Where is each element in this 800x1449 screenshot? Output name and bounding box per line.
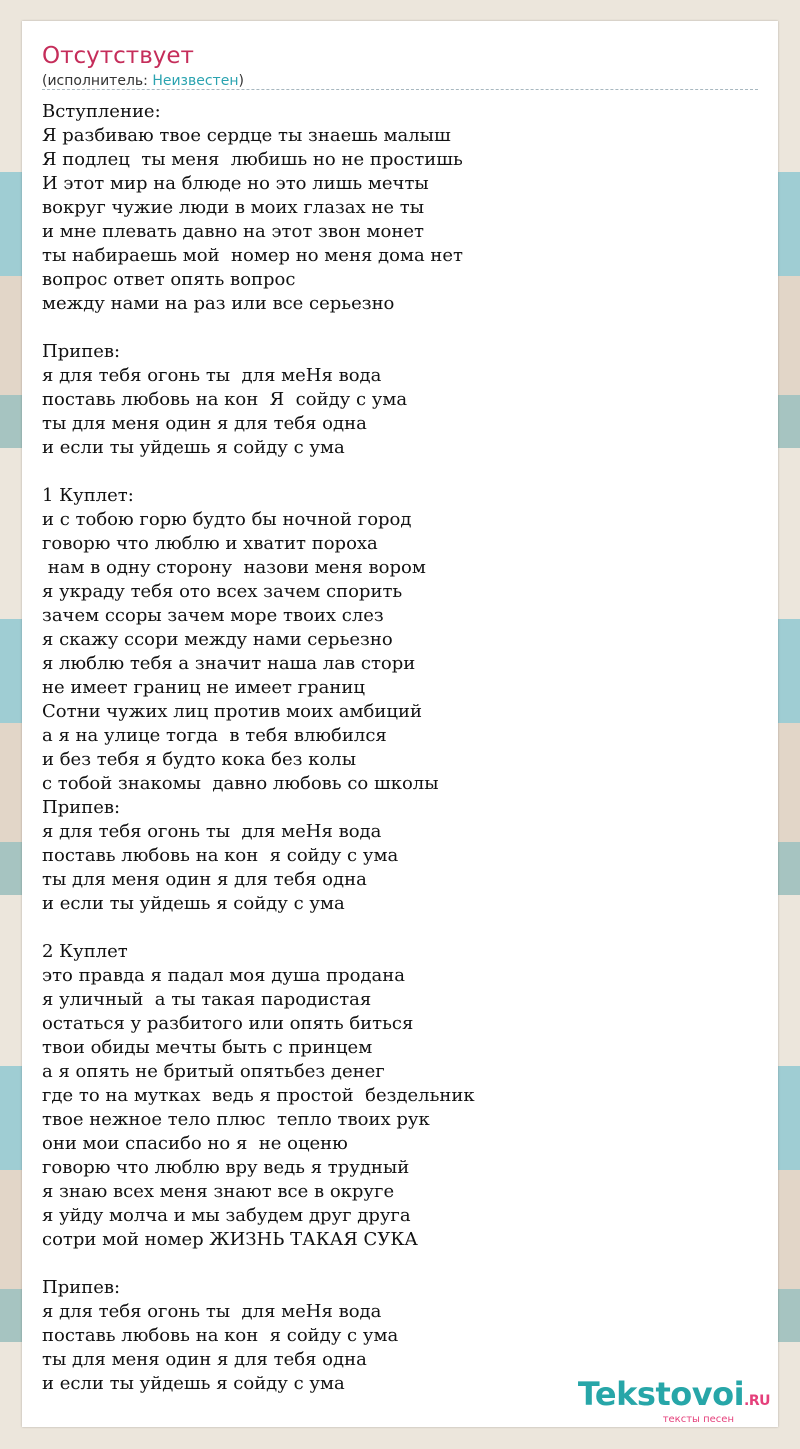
lyric-line: а я на улице тогда в тебя влюбился: [42, 725, 387, 746]
lyric-line: остаться у разбитого или опять биться: [42, 1013, 414, 1034]
lyric-line: и если ты уйдешь я сойду с ума: [42, 893, 345, 914]
lyric-line: я уличный а ты такая пародистая: [42, 989, 372, 1010]
lyric-line: ты набираешь мой номер но меня дома нет: [42, 245, 464, 266]
lyric-line: сотри мой номер ЖИЗНЬ ТАКАЯ СУКА: [42, 1229, 418, 1250]
lyric-line: это правда я падал моя душа продана: [42, 965, 405, 986]
lyric-line: [42, 916, 758, 940]
lyric-line: я уйду молча и мы забудем друг друга: [42, 1205, 411, 1226]
artist-link[interactable]: Неизвестен: [152, 73, 239, 89]
lyric-line: и без тебя я будто кока без колы: [42, 749, 357, 770]
lyric-line: ты для меня один я для тебя одна: [42, 413, 367, 434]
lyric-line: где то на мутках ведь я простой бездельник: [42, 1085, 475, 1106]
song-title: Отсутствует: [42, 43, 194, 69]
lyric-line: я для тебя огонь ты для меНя вода: [42, 1301, 382, 1322]
title-divider: [42, 89, 758, 90]
lyric-line: Я разбиваю твое сердце ты знаешь малыш: [42, 125, 451, 146]
lyric-line: Припев:: [42, 1277, 121, 1298]
site-logo[interactable]: [578, 1377, 770, 1425]
lyric-line: и если ты уйдешь я сойду с ума: [42, 437, 345, 458]
lyric-line: я для тебя огонь ты для меНя вода: [42, 821, 382, 842]
lyric-line: Я подлец ты меня любишь но не простишь: [42, 149, 463, 170]
lyric-line: говорю что люблю вру ведь я трудный: [42, 1157, 410, 1178]
lyric-line: Вступление:: [42, 101, 161, 122]
lyric-line: вопрос ответ опять вопрос: [42, 269, 296, 290]
lyric-line: вокруг чужие люди в моих глазах не ты: [42, 197, 425, 218]
lyric-line: [42, 460, 758, 484]
lyric-line: а я опять не бритый опятьбез денег: [42, 1061, 385, 1082]
lyric-line: поставь любовь на кон я сойду с ума: [42, 845, 399, 866]
lyric-line: и с тобою горю будто бы ночной город: [42, 509, 412, 530]
lyric-line: 1 Куплет:: [42, 485, 134, 506]
lyric-line: ты для меня один я для тебя одна: [42, 1349, 367, 1370]
lyric-line: твое нежное тело плюс тепло твоих рук: [42, 1109, 430, 1130]
lyric-line: поставь любовь на кон Я сойду с ума: [42, 389, 408, 410]
lyric-line: я знаю всех меня знают все в округе: [42, 1181, 395, 1202]
lyric-line: Припев:: [42, 341, 121, 362]
lyric-line: я люблю тебя а значит наша лав стори: [42, 653, 416, 674]
lyric-line: Припев:: [42, 797, 121, 818]
logo-tagline: тексты песен: [662, 1414, 734, 1425]
lyric-line: [42, 316, 758, 340]
lyric-line: ты для меня один я для тебя одна: [42, 869, 367, 890]
lyric-line: с тобой знакомы давно любовь со школы: [42, 773, 439, 794]
lyric-line: зачем ссоры зачем море твоих слез: [42, 605, 384, 626]
lyric-line: Сотни чужих лиц против моих амбиций: [42, 701, 422, 722]
artist-suffix: ): [238, 73, 244, 89]
lyric-line: нам в одну сторону назови меня вором: [42, 557, 426, 578]
lyric-line: я для тебя огонь ты для меНя вода: [42, 365, 382, 386]
lyric-line: я скажу ссори между нами серьезно: [42, 629, 393, 650]
lyric-line: я украду тебя ото всех зачем спорить: [42, 581, 403, 602]
artist-prefix: (исполнитель:: [42, 73, 153, 89]
lyrics-card: [22, 21, 778, 1427]
lyrics-text: [42, 100, 758, 1396]
lyric-line: между нами на раз или все серьезно: [42, 293, 395, 314]
lyric-line: говорю что люблю и хватит пороха: [42, 533, 378, 554]
lyric-line: [42, 1252, 758, 1276]
artist-line: [42, 71, 244, 91]
lyric-line: 2 Куплет: [42, 941, 128, 962]
lyric-line: не имеет границ не имеет границ: [42, 677, 365, 698]
lyric-line: и если ты уйдешь я сойду с ума: [42, 1373, 345, 1394]
lyric-line: И этот мир на блюде но это лишь мечты: [42, 173, 429, 194]
logo-tld: .RU: [744, 1393, 770, 1409]
logo-name: Tekstovoi: [577, 1375, 745, 1413]
lyric-line: они мои спасибо но я не оценю: [42, 1133, 348, 1154]
lyric-line: поставь любовь на кон я сойду с ума: [42, 1325, 399, 1346]
lyric-line: и мне плевать давно на этот звон монет: [42, 221, 424, 242]
lyric-line: твои обиды мечты быть с принцем: [42, 1037, 373, 1058]
